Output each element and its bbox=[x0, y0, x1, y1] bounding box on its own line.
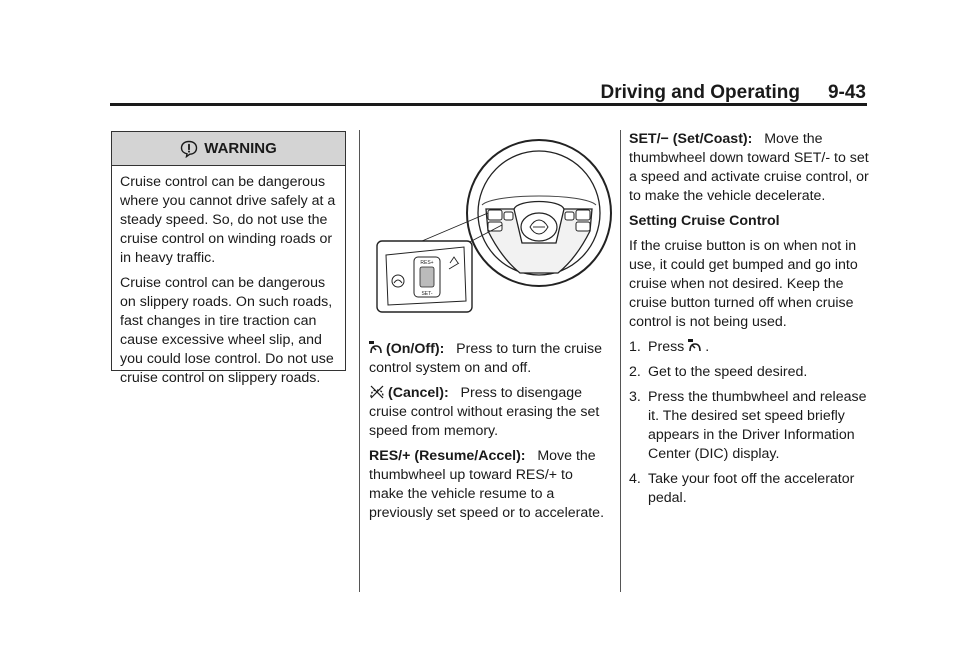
warning-icon bbox=[180, 140, 198, 158]
step-item bbox=[629, 363, 871, 382]
step-item bbox=[629, 470, 871, 508]
callout-line bbox=[422, 213, 488, 241]
steps-list bbox=[629, 338, 871, 508]
column-2 bbox=[369, 340, 609, 529]
warning-header bbox=[112, 132, 345, 166]
column-divider bbox=[620, 130, 621, 592]
step-text-end: . bbox=[705, 339, 710, 355]
warning-box bbox=[111, 131, 346, 386]
step-text: Press the thumbwheel and release it. The desired set speed briefly appears in the Driver Information Center (DIC) display. bbox=[648, 389, 867, 462]
onoff-text: Press to turn the cruise control system on and off. bbox=[369, 341, 603, 376]
column-3 bbox=[629, 130, 871, 514]
cruise-onoff-icon bbox=[369, 341, 383, 355]
button-detail-inset bbox=[377, 241, 472, 312]
set-term: SET/− (Set/Coast): bbox=[629, 131, 753, 147]
set-text: Move the thumbwheel down toward SET/- to set a speed and activate cruise control, or to make the vehicle decelerate. bbox=[629, 131, 869, 204]
step-number: 4. bbox=[629, 471, 641, 487]
res-label: RES+ bbox=[420, 260, 434, 266]
warning-paragraph: Cruise control can be dangerous on slippery roads. On such roads, fast changes in tire traction can cause excessive wheel slip, and you could lose control. Do not use cruise control on slippery roads. bbox=[120, 275, 334, 386]
step-text: Take your foot off the accelerator pedal. bbox=[648, 471, 855, 506]
steering-wheel-illustration bbox=[376, 135, 612, 315]
cruise-cancel-icon bbox=[369, 385, 385, 399]
cancel-text: Press to disengage cruise control without erasing the set speed from memory. bbox=[369, 385, 600, 439]
cancel-entry bbox=[369, 384, 609, 441]
set-label: SET- bbox=[421, 291, 433, 297]
warning-body bbox=[112, 166, 345, 388]
set-entry bbox=[629, 130, 871, 206]
warning-paragraph: Cruise control can be dangerous where you cannot drive safely at a steady speed. So, do not use the cruise control on winding roads or in heavy traffic. bbox=[120, 174, 336, 266]
resume-term: RES/+ (Resume/Accel): bbox=[369, 448, 526, 464]
onoff-entry bbox=[369, 340, 609, 378]
header-rule bbox=[110, 103, 867, 106]
cancel-term: (Cancel): bbox=[388, 385, 449, 401]
step-text: Get to the speed desired. bbox=[648, 364, 808, 380]
section-title: Driving and Operating bbox=[600, 82, 800, 103]
resume-entry bbox=[369, 447, 609, 523]
step-item bbox=[629, 388, 871, 464]
cruise-onoff-icon bbox=[688, 339, 702, 353]
step-item bbox=[629, 338, 871, 357]
intro-paragraph: If the cruise button is on when not in use, it could get bumped and go into cruise when not desired. Keep the cruise button turned off when cruise control is not being used. bbox=[629, 238, 858, 330]
onoff-term: (On/Off): bbox=[386, 341, 445, 357]
resume-text: Move the thumbwheel up toward RES/+ to make the vehicle resume to a previously set speed or to accelerate. bbox=[369, 448, 605, 521]
step-number: 2. bbox=[629, 364, 641, 380]
page-number: 9-43 bbox=[827, 82, 866, 103]
warning-label: WARNING bbox=[204, 140, 277, 157]
section-heading: Setting Cruise Control bbox=[629, 213, 780, 229]
steering-wheel bbox=[467, 140, 611, 286]
step-text: Press bbox=[648, 339, 685, 355]
column-divider bbox=[359, 130, 360, 592]
step-number: 1. bbox=[629, 339, 641, 355]
page-header bbox=[600, 82, 866, 104]
step-number: 3. bbox=[629, 389, 641, 405]
